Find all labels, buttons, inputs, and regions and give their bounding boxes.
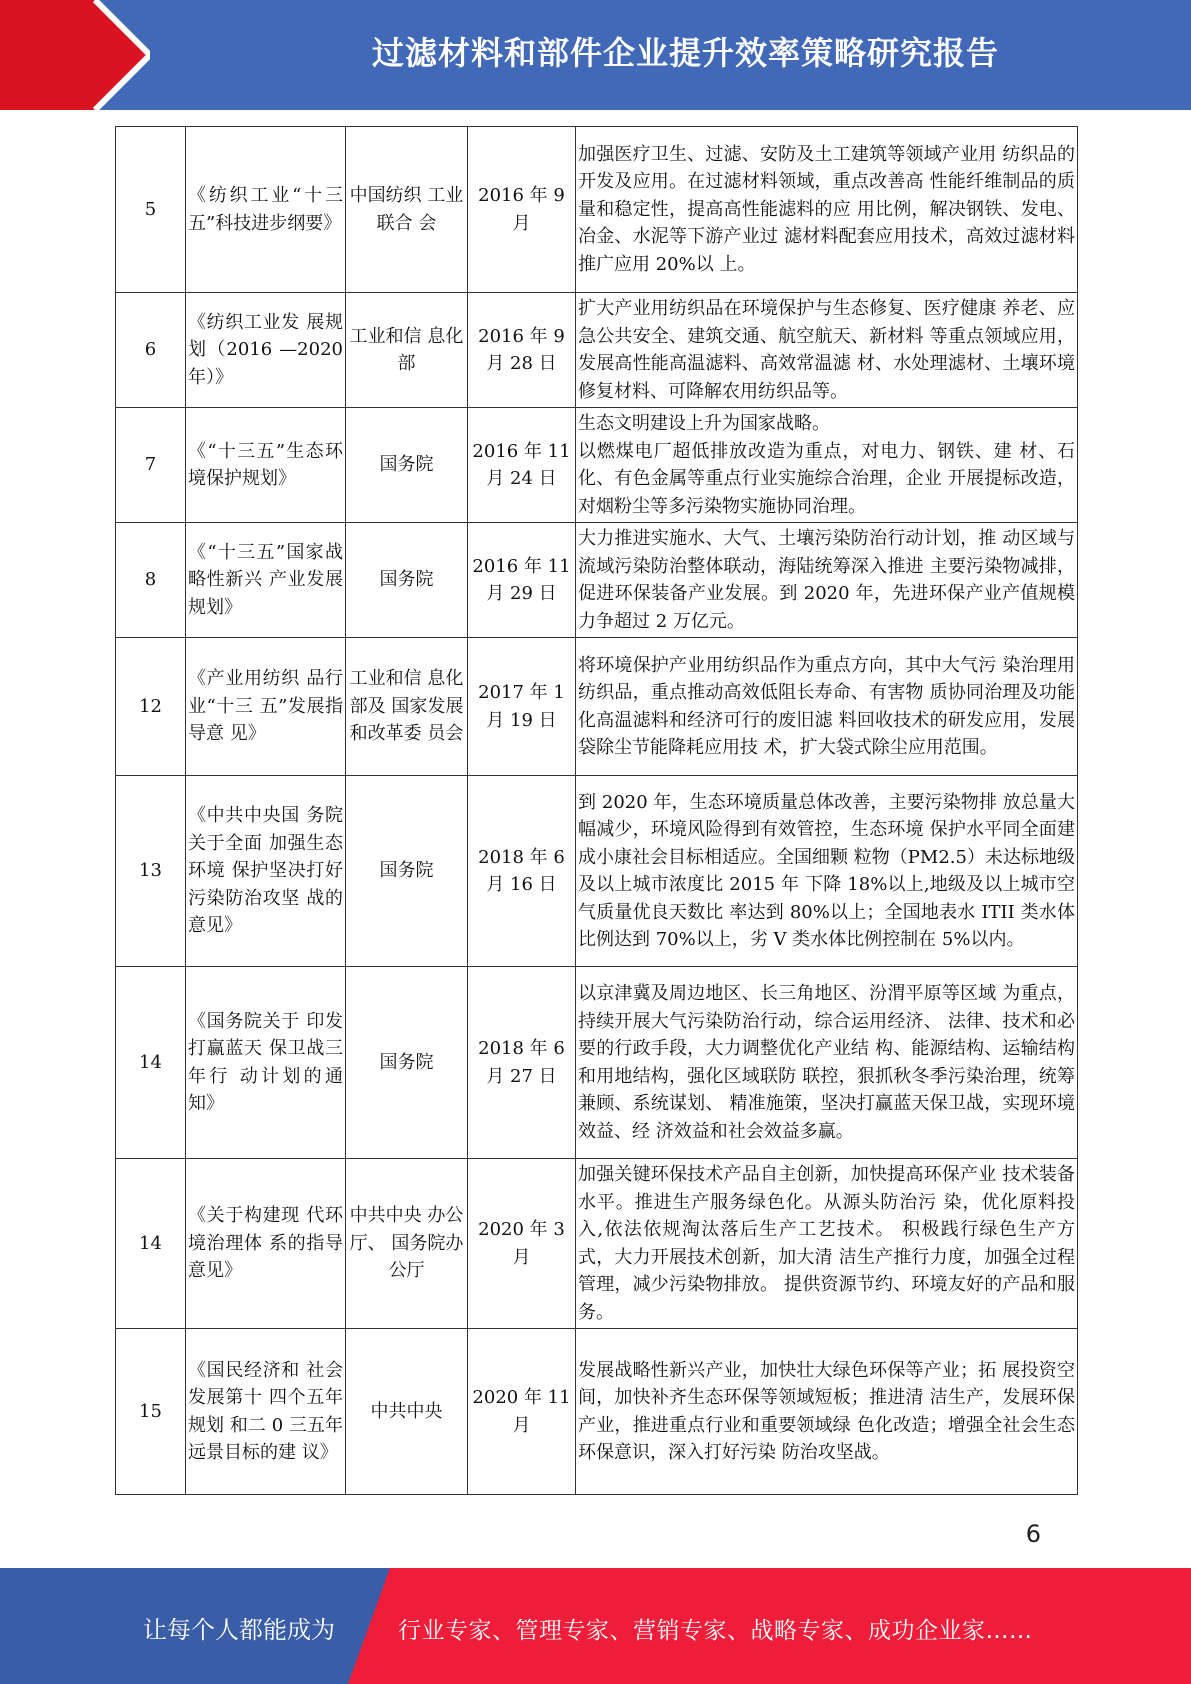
table-row xyxy=(116,408,1078,523)
issuing-department: 工业和信 息化部 xyxy=(346,293,468,408)
footer-slogan-right: 行业专家、管理专家、营销专家、战略专家、成功企业家…… xyxy=(398,1618,1033,1644)
issuing-department: 国务院 xyxy=(346,523,468,638)
policy-name: 《中共中央国 务院关于全面 加强生态环境 保护坚决打好 污染防治攻坚 战的意见》 xyxy=(186,776,346,967)
row-number: 14 xyxy=(116,967,186,1159)
footer-slogan-left: 让每个人都能成为 xyxy=(143,1616,335,1644)
table-row xyxy=(116,967,1078,1159)
policy-table xyxy=(115,126,1078,1495)
table-row xyxy=(116,523,1078,638)
policy-name: 《产业用纺织 品行业“十三 五”发展指导意 见》 xyxy=(186,638,346,776)
row-number: 15 xyxy=(116,1329,186,1495)
policy-name: 《“十三五”生态环境保护规划》 xyxy=(186,408,346,523)
policy-name: 《国民经济和 社会发展第十 四个五年规划 和二 0 三五年 远景目标的建 议》 xyxy=(186,1329,346,1495)
issuing-department: 国务院 xyxy=(346,776,468,967)
row-number: 6 xyxy=(116,293,186,408)
policy-content: 发展战略性新兴产业，加快壮大绿色环保等产业；拓 展投资空间，加快补齐生态环保等领域短板；推进清 洁生产，发展环保产业，推进重点行业和重要领域绿 色化改造；增强全社会生态环保意识，深入打好污染 防治攻坚战。 xyxy=(576,1329,1078,1495)
table-row xyxy=(116,127,1078,293)
row-number: 12 xyxy=(116,638,186,776)
policy-name: 《国务院关于 印发打赢蓝天 保卫战三年行 动计划的通知》 xyxy=(186,967,346,1159)
issuing-department: 中国纺织 工业联合 会 xyxy=(346,127,468,293)
page-footer xyxy=(0,1568,1191,1684)
policy-name: 《关于构建现 代环境治理体 系的指导意见》 xyxy=(186,1159,346,1329)
issuing-department: 国务院 xyxy=(346,967,468,1159)
issue-date: 2016 年 9 月 28 日 xyxy=(468,293,576,408)
policy-content: 加强关键环保技术产品自主创新，加快提高环保产业 技术装备水平。推进生产服务绿色化。从源头防治污 染，优化原料投入,依法依规淘汰落后生产工艺技术。 积极践行绿色生产方式，大力开展技术创新，加大清 洁生产推行力度，加强全过程管理，减少污染物排放。 提供资源节约、环境友好的产品和服务。 xyxy=(576,1159,1078,1329)
table-row xyxy=(116,293,1078,408)
table-row xyxy=(116,1159,1078,1329)
page-header xyxy=(0,0,1191,110)
issuing-department: 工业和信 息化部及 国家发展 和改革委 员会 xyxy=(346,638,468,776)
policy-content: 大力推进实施水、大气、土壤污染防治行动计划，推 动区域与流域污染防治整体联动，海陆统筹深入推进 主要污染物减排，促进环保装备产业发展。到 2020 年，先进环保产业产值规模力争超过 2 万亿元。 xyxy=(576,523,1078,638)
issue-date: 2017 年 1 月 19 日 xyxy=(468,638,576,776)
issue-date: 2016 年 11 月 29 日 xyxy=(468,523,576,638)
policy-content: 生态文明建设上升为国家战略。 以燃煤电厂超低排放改造为重点，对电力、钢铁、建 材、石化、有色金属等重点行业实施综合治理，企业 开展提标改造，对烟粉尘等多污染物实施协同治理。 xyxy=(576,408,1078,523)
policy-content: 将环境保护产业用纺织品作为重点方向，其中大气污 染治理用纺织品，重点推动高效低阻长寿命、有害物 质协同治理及功能化高温滤料和经济可行的废旧滤 料回收技术的研发应用，发展袋除尘节能降耗应用技 术，扩大袋式除尘应用范围。 xyxy=(576,638,1078,776)
issuing-department: 国务院 xyxy=(346,408,468,523)
issue-date: 2020 年 3 月 xyxy=(468,1159,576,1329)
table-row xyxy=(116,1329,1078,1495)
policy-name: 《“十三五”国家战略性新兴 产业发展规划》 xyxy=(186,523,346,638)
header-red-arrow-decoration xyxy=(0,0,150,110)
row-number: 13 xyxy=(116,776,186,967)
policy-name: 《纺织工业“十三五”科技进步纲要》 xyxy=(186,127,346,293)
policy-content: 到 2020 年，生态环境质量总体改善，主要污染物排 放总量大幅减少，环境风险得到有效管控，生态环境 保护水平同全面建成小康社会目标相适应。全国细颗 粒物（PM2.5）未达标地级及以上城市浓度比 2015 年 下降 18%以上,地级及以上城市空气质量优良天数比 率达到 80%以上；全国地表水 ITII 类水体比例达到 70%以上，劣 V 类水体比例控制在 5%以内。 xyxy=(576,776,1078,967)
policy-content: 扩大产业用纺织品在环境保护与生态修复、医疗健康 养老、应急公共安全、建筑交通、航空航天、新材料 等重点领域应用，发展高性能高温滤料、高效常温滤 材、水处理滤材、土壤环境修复材料、可降解农用纺织品等。 xyxy=(576,293,1078,408)
issue-date: 2020 年 11月 xyxy=(468,1329,576,1495)
row-number: 14 xyxy=(116,1159,186,1329)
table-row xyxy=(116,638,1078,776)
issuing-department: 中共中央 xyxy=(346,1329,468,1495)
issuing-department: 中共中央 办公厅、 国务院办 公厅 xyxy=(346,1159,468,1329)
table-row xyxy=(116,776,1078,967)
issue-date: 2016 年 11 月 24 日 xyxy=(468,408,576,523)
page-number: 6 xyxy=(1025,1520,1041,1548)
row-number: 7 xyxy=(116,408,186,523)
issue-date: 2018 年 6 月 16 日 xyxy=(468,776,576,967)
issue-date: 2016 年 9 月 xyxy=(468,127,576,293)
row-number: 8 xyxy=(116,523,186,638)
policy-name: 《纺织工业发 展规划（2016 —2020 年）》 xyxy=(186,293,346,408)
row-number: 5 xyxy=(116,127,186,293)
policy-content: 加强医疗卫生、过滤、安防及土工建筑等领域产业用 纺织品的开发及应用。在过滤材料领域，重点改善高 性能纤维制品的质量和稳定性，提高高性能滤料的应 用比例，解决钢铁、发电、冶金、水泥等下游产业过 滤材料配套应用技术，高效过滤材料推广应用 20%以 上。 xyxy=(576,127,1078,293)
issue-date: 2018 年 6 月 27 日 xyxy=(468,967,576,1159)
report-title: 过滤材料和部件企业提升效率策略研究报告 xyxy=(371,34,999,72)
policy-content: 以京津冀及周边地区、长三角地区、汾渭平原等区域 为重点，持续开展大气污染防治行动，综合运用经济、 法律、技术和必要的行政手段，大力调整优化产业结 构、能源结构、运输结构和用地结构，强化区域联防 联控，狠抓秋冬季污染治理，统筹兼顾、系统谋划、 精准施策，坚决打赢蓝天保卫战，实现环境效益、经 济效益和社会效益多赢。 xyxy=(576,967,1078,1159)
